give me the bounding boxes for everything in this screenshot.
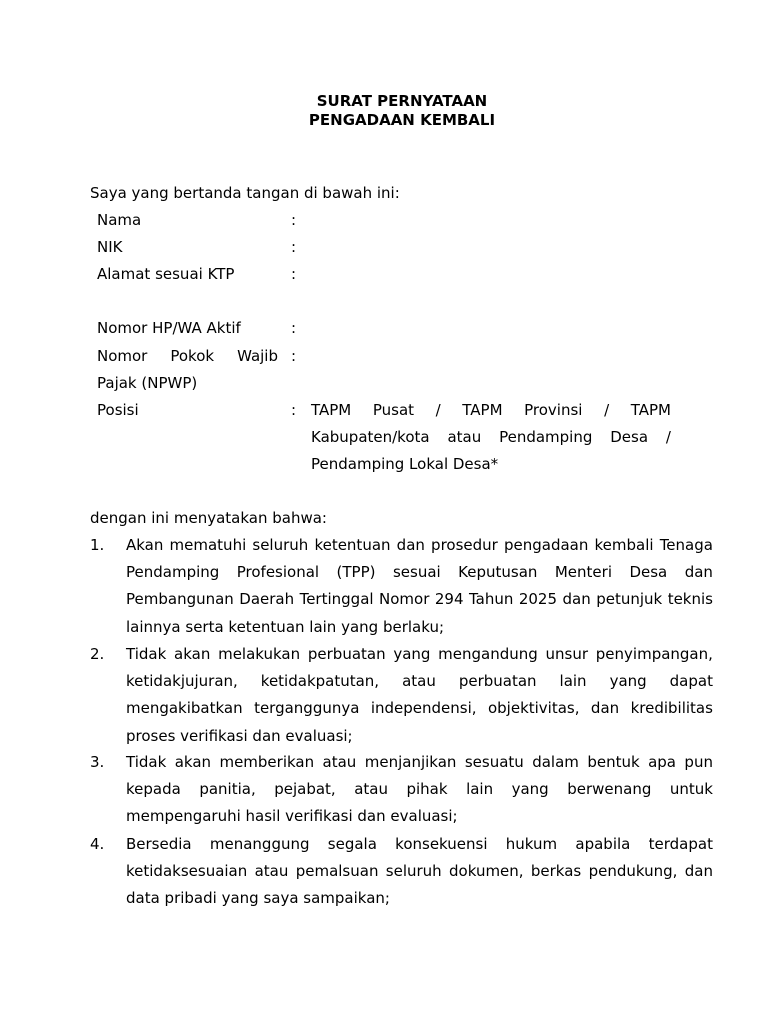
word: menjanjikan [364, 753, 457, 771]
word: apabila [575, 835, 631, 853]
word: atau [447, 428, 482, 446]
word: mengandung [438, 645, 538, 663]
word: terdapat [648, 835, 713, 853]
word: / [604, 401, 610, 419]
word: Pokok [170, 347, 215, 365]
list-item-number: 1. [90, 536, 105, 554]
word: kepada [126, 780, 181, 798]
field-colon-posisi: : [291, 401, 297, 419]
list-item-line [126, 535, 713, 555]
word: kredibilitas [630, 699, 713, 717]
word: Pembangunan [126, 590, 234, 608]
word: dapat [669, 672, 713, 690]
word: Wajib [237, 347, 278, 365]
field-label-posisi: Posisi [97, 401, 139, 419]
word: yang [511, 780, 549, 798]
list-item-line [126, 752, 713, 772]
list-item-line [126, 589, 713, 609]
word: penyimpangan, [595, 645, 713, 663]
field-label-npwp-line-1 [97, 346, 278, 366]
word: konsekuensi [395, 835, 488, 853]
word: segala [327, 835, 377, 853]
field-colon-nama: : [291, 211, 297, 229]
word: teknis [667, 590, 713, 608]
word: menanggung [209, 835, 310, 853]
word: ketidaksesuaian [126, 862, 248, 880]
list-item-line [126, 779, 713, 799]
word: 2025 [518, 590, 558, 608]
word: terganggunya [254, 699, 360, 717]
word: Desa [629, 563, 668, 581]
word: Tenaga [659, 536, 713, 554]
field-colon-hp: : [291, 319, 297, 337]
word: apa [648, 753, 676, 771]
statement-text: dengan ini menyatakan bahwa: [90, 509, 327, 527]
word: Tertinggal [299, 590, 374, 608]
word: independensi, [370, 699, 477, 717]
word: mematuhi [169, 536, 247, 554]
field-label-nik: NIK [97, 238, 123, 256]
word: mengakibatkan [126, 699, 243, 717]
word: Pendamping [499, 428, 593, 446]
list-item-line: data pribadi yang saya sampaikan; [126, 889, 390, 907]
word: dan [562, 590, 591, 608]
word: / [665, 428, 671, 446]
word: atau [254, 862, 289, 880]
posisi-value-line-3: Pendamping Lokal Desa* [311, 455, 499, 473]
document-title-line-2: PENGADAAN KEMBALI [308, 111, 496, 129]
word: pihak [406, 780, 448, 798]
word: sesuatu [464, 753, 524, 771]
document-title-line-1: SURAT PERNYATAAN [316, 92, 488, 110]
word: perbuatan [458, 672, 537, 690]
list-item-number: 4. [90, 835, 105, 853]
word: ketidakpatutan, [260, 672, 380, 690]
word: yang [393, 645, 431, 663]
word: Profesional [236, 563, 320, 581]
word: akan [174, 753, 212, 771]
word: Daerah [239, 590, 295, 608]
list-item-number: 3. [90, 753, 105, 771]
word: hukum [505, 835, 558, 853]
list-item-number: 2. [90, 645, 105, 663]
word: sesuai [392, 563, 441, 581]
word: Desa [610, 428, 649, 446]
word: TAPM [462, 401, 503, 419]
word: Provinsi [524, 401, 583, 419]
word: panitia, [199, 780, 256, 798]
word: Bersedia [126, 835, 192, 853]
word: atau [402, 672, 436, 690]
word: berwenang [567, 780, 652, 798]
word: memberikan [219, 753, 315, 771]
list-item-line: proses verifikasi dan evaluasi; [126, 727, 353, 745]
word: / [435, 401, 441, 419]
word: seluruh [252, 536, 309, 554]
word: seluruh [385, 862, 442, 880]
word: pemalsuan [295, 862, 379, 880]
word: bentuk [587, 753, 640, 771]
word: pejabat, [274, 780, 336, 798]
posisi-value-line-2 [311, 427, 671, 447]
word: (TPP) [336, 563, 376, 581]
word: berkas [530, 862, 582, 880]
list-item-line [126, 834, 713, 854]
word: lain [559, 672, 587, 690]
field-colon-nik: : [291, 238, 297, 256]
word: yang [609, 672, 647, 690]
word: melakukan [218, 645, 301, 663]
list-item-line: mempengaruhi hasil verifikasi dan evaluasi; [126, 807, 458, 825]
word: Tidak [126, 645, 167, 663]
intro-text: Saya yang bertanda tangan di bawah ini: [90, 184, 400, 202]
word: dokumen, [449, 862, 524, 880]
field-colon-alamat: : [291, 265, 297, 283]
word: akan [174, 645, 211, 663]
list-item-line [126, 671, 713, 691]
word: dalam [532, 753, 579, 771]
word: ketidakjujuran, [126, 672, 238, 690]
word: Tidak [126, 753, 167, 771]
list-item-line: lainnya serta ketentuan lain yang berlaku; [126, 618, 445, 636]
word: Nomor [97, 347, 148, 365]
word: unsur [545, 645, 589, 663]
word: petunjuk [596, 590, 663, 608]
word: lain [466, 780, 494, 798]
list-item-line [126, 644, 713, 664]
field-label-npwp-line-2: Pajak (NPWP) [97, 374, 198, 392]
word: Tahun [468, 590, 514, 608]
list-item-line [126, 698, 713, 718]
word: Kabupaten/kota [311, 428, 430, 446]
word: Nomor [379, 590, 430, 608]
list-item-line [126, 861, 713, 881]
word: 294 [434, 590, 464, 608]
word: Akan [126, 536, 164, 554]
field-colon-npwp: : [291, 347, 297, 365]
word: objektivitas, [487, 699, 580, 717]
word: kembali [594, 536, 654, 554]
field-label-nama: Nama [97, 211, 142, 229]
field-label-hp: Nomor HP/WA Aktif [97, 319, 241, 337]
word: ketentuan [314, 536, 391, 554]
word: atau [322, 753, 357, 771]
word: perbuatan [307, 645, 386, 663]
word: prosedur [431, 536, 498, 554]
word: dan [684, 862, 713, 880]
word: Pendamping [126, 563, 220, 581]
word: pun [684, 753, 713, 771]
word: TAPM [630, 401, 671, 419]
word: Keputusan [458, 563, 538, 581]
field-label-alamat: Alamat sesuai KTP [97, 265, 235, 283]
word: pendukung, [588, 862, 678, 880]
list-item-line [126, 562, 713, 582]
word: Menteri [554, 563, 612, 581]
word: atau [354, 780, 388, 798]
word: untuk [669, 780, 713, 798]
word: dan [396, 536, 425, 554]
posisi-value-line-1 [311, 400, 671, 420]
word: pengadaan [503, 536, 589, 554]
word: TAPM [311, 401, 352, 419]
word: Pusat [372, 401, 415, 419]
word: dan [684, 563, 713, 581]
word: dan [590, 699, 620, 717]
